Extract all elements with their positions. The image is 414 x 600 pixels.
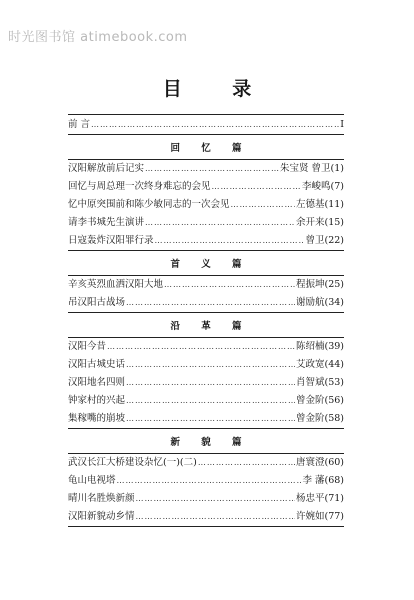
entry-title: 吊汉阳古战场 <box>68 297 126 308</box>
entry-page: (25) <box>324 279 344 290</box>
entry-author: 余开来 <box>295 217 325 228</box>
leader-dots <box>155 232 305 250</box>
leader-dots <box>126 294 295 312</box>
entry-author: 许婉如 <box>295 511 325 522</box>
entry-page: (39) <box>324 341 344 352</box>
section-heading: 沿 革 篇 <box>170 321 251 332</box>
entry-page: (77) <box>324 511 344 522</box>
entry-page: (68) <box>324 475 344 486</box>
top-rule <box>68 114 344 115</box>
toc-entry <box>68 160 344 178</box>
entry-title: 日寇轰炸汉阳罪行录 <box>68 235 154 246</box>
toc-entry <box>68 294 344 312</box>
toc-entry <box>68 232 344 250</box>
page-title: 目 录 <box>162 78 274 100</box>
entry-author: 艾政宽 <box>295 359 325 370</box>
leader-dots <box>231 196 295 214</box>
entry-author: 唐寰澄 <box>295 457 325 468</box>
leader-dots <box>145 214 295 232</box>
entry-title: 汉阳新貌动乡情 <box>68 511 135 522</box>
entry-title: 汉阳今昔 <box>68 341 107 352</box>
entry-author: 曾金阶 <box>295 395 325 406</box>
leader-dots <box>126 410 295 428</box>
leader-dots <box>126 374 295 392</box>
entry-author: 李峻鸣 <box>302 181 331 192</box>
entry-author: 程振坤 <box>295 279 325 290</box>
entry-author: 杨忠平 <box>295 493 325 504</box>
entry-page: (22) <box>324 235 344 246</box>
leader-dots <box>126 392 295 410</box>
leader-dots <box>91 116 339 134</box>
entry-page: (60) <box>324 457 344 468</box>
leader-dots <box>126 356 295 374</box>
entry-title: 请李书城先生演讲 <box>68 217 145 228</box>
table-of-contents <box>68 114 344 527</box>
leader-dots <box>107 338 295 356</box>
toc-entry-preface <box>68 116 344 134</box>
entry-page: (53) <box>324 377 344 388</box>
toc-entry <box>68 276 344 294</box>
toc-entry <box>68 356 344 374</box>
toc-entry <box>68 472 344 490</box>
entry-title: 汉阳地名四则 <box>68 377 126 388</box>
entry-author: 朱宝贤 曾卫 <box>280 163 331 174</box>
toc-entry <box>68 196 344 214</box>
toc-entry <box>68 508 344 526</box>
leader-dots <box>136 490 295 508</box>
entry-page: (7) <box>330 181 344 192</box>
entry-page: (44) <box>324 359 344 370</box>
entry-author: 曾卫 <box>305 235 325 246</box>
entry-page: (11) <box>324 199 344 210</box>
entry-title: 武汉长江大桥建设杂忆(一)(二) <box>68 457 197 468</box>
entry-page: (34) <box>324 297 344 308</box>
entry-author: 李 藩 <box>302 475 325 486</box>
leader-dots <box>198 454 295 472</box>
entry-page: (58) <box>324 413 344 424</box>
entry-author: 谢励航 <box>295 297 325 308</box>
toc-entry <box>68 490 344 508</box>
entry-title: 汉阳古城史话 <box>68 359 126 370</box>
entry-page: (56) <box>324 395 344 406</box>
watermark-text: 时光图书馆 atimebook.com <box>8 30 188 45</box>
toc-entry <box>68 454 344 472</box>
entry-author: 肖智斌 <box>295 377 325 388</box>
leader-dots <box>117 472 302 490</box>
entry-title: 汉阳解放前后记实 <box>68 163 145 174</box>
entry-page: I <box>340 119 344 130</box>
entry-title: 集稼嘴的崩坡 <box>68 413 126 424</box>
toc-entry <box>68 214 344 232</box>
entry-title: 钟家村的兴起 <box>68 395 126 406</box>
entry-author: 左德基 <box>295 199 325 210</box>
toc-entry <box>68 410 344 428</box>
entry-title: 前 言 <box>68 119 91 130</box>
bottom-rule <box>68 526 344 527</box>
leader-dots <box>164 276 295 294</box>
entry-author: 陈绍楠 <box>295 341 325 352</box>
entry-author: 曾金阶 <box>295 413 325 424</box>
entry-title: 晴川名胜焕新颜 <box>68 493 135 504</box>
entry-title: 龟山电视塔 <box>68 475 116 486</box>
toc-entry <box>68 374 344 392</box>
entry-page: (15) <box>324 217 344 228</box>
toc-entry <box>68 178 344 196</box>
entry-page: (71) <box>324 493 344 504</box>
entry-page: (1) <box>330 163 344 174</box>
leader-dots <box>212 178 302 196</box>
entry-title: 忆中原突围前和陈少敏同志的一次会见 <box>68 199 230 210</box>
toc-entry <box>68 338 344 356</box>
toc-entry <box>68 392 344 410</box>
section-heading: 新 貌 篇 <box>170 437 251 448</box>
entry-title: 辛亥英烈血洒汉阳大地 <box>68 279 164 290</box>
section-heading: 回 忆 篇 <box>170 143 251 154</box>
leader-dots <box>136 508 295 526</box>
leader-dots <box>145 160 279 178</box>
section-heading: 首 义 篇 <box>170 259 251 270</box>
entry-title: 回忆与周总理一次终身难忘的会见 <box>68 181 211 192</box>
